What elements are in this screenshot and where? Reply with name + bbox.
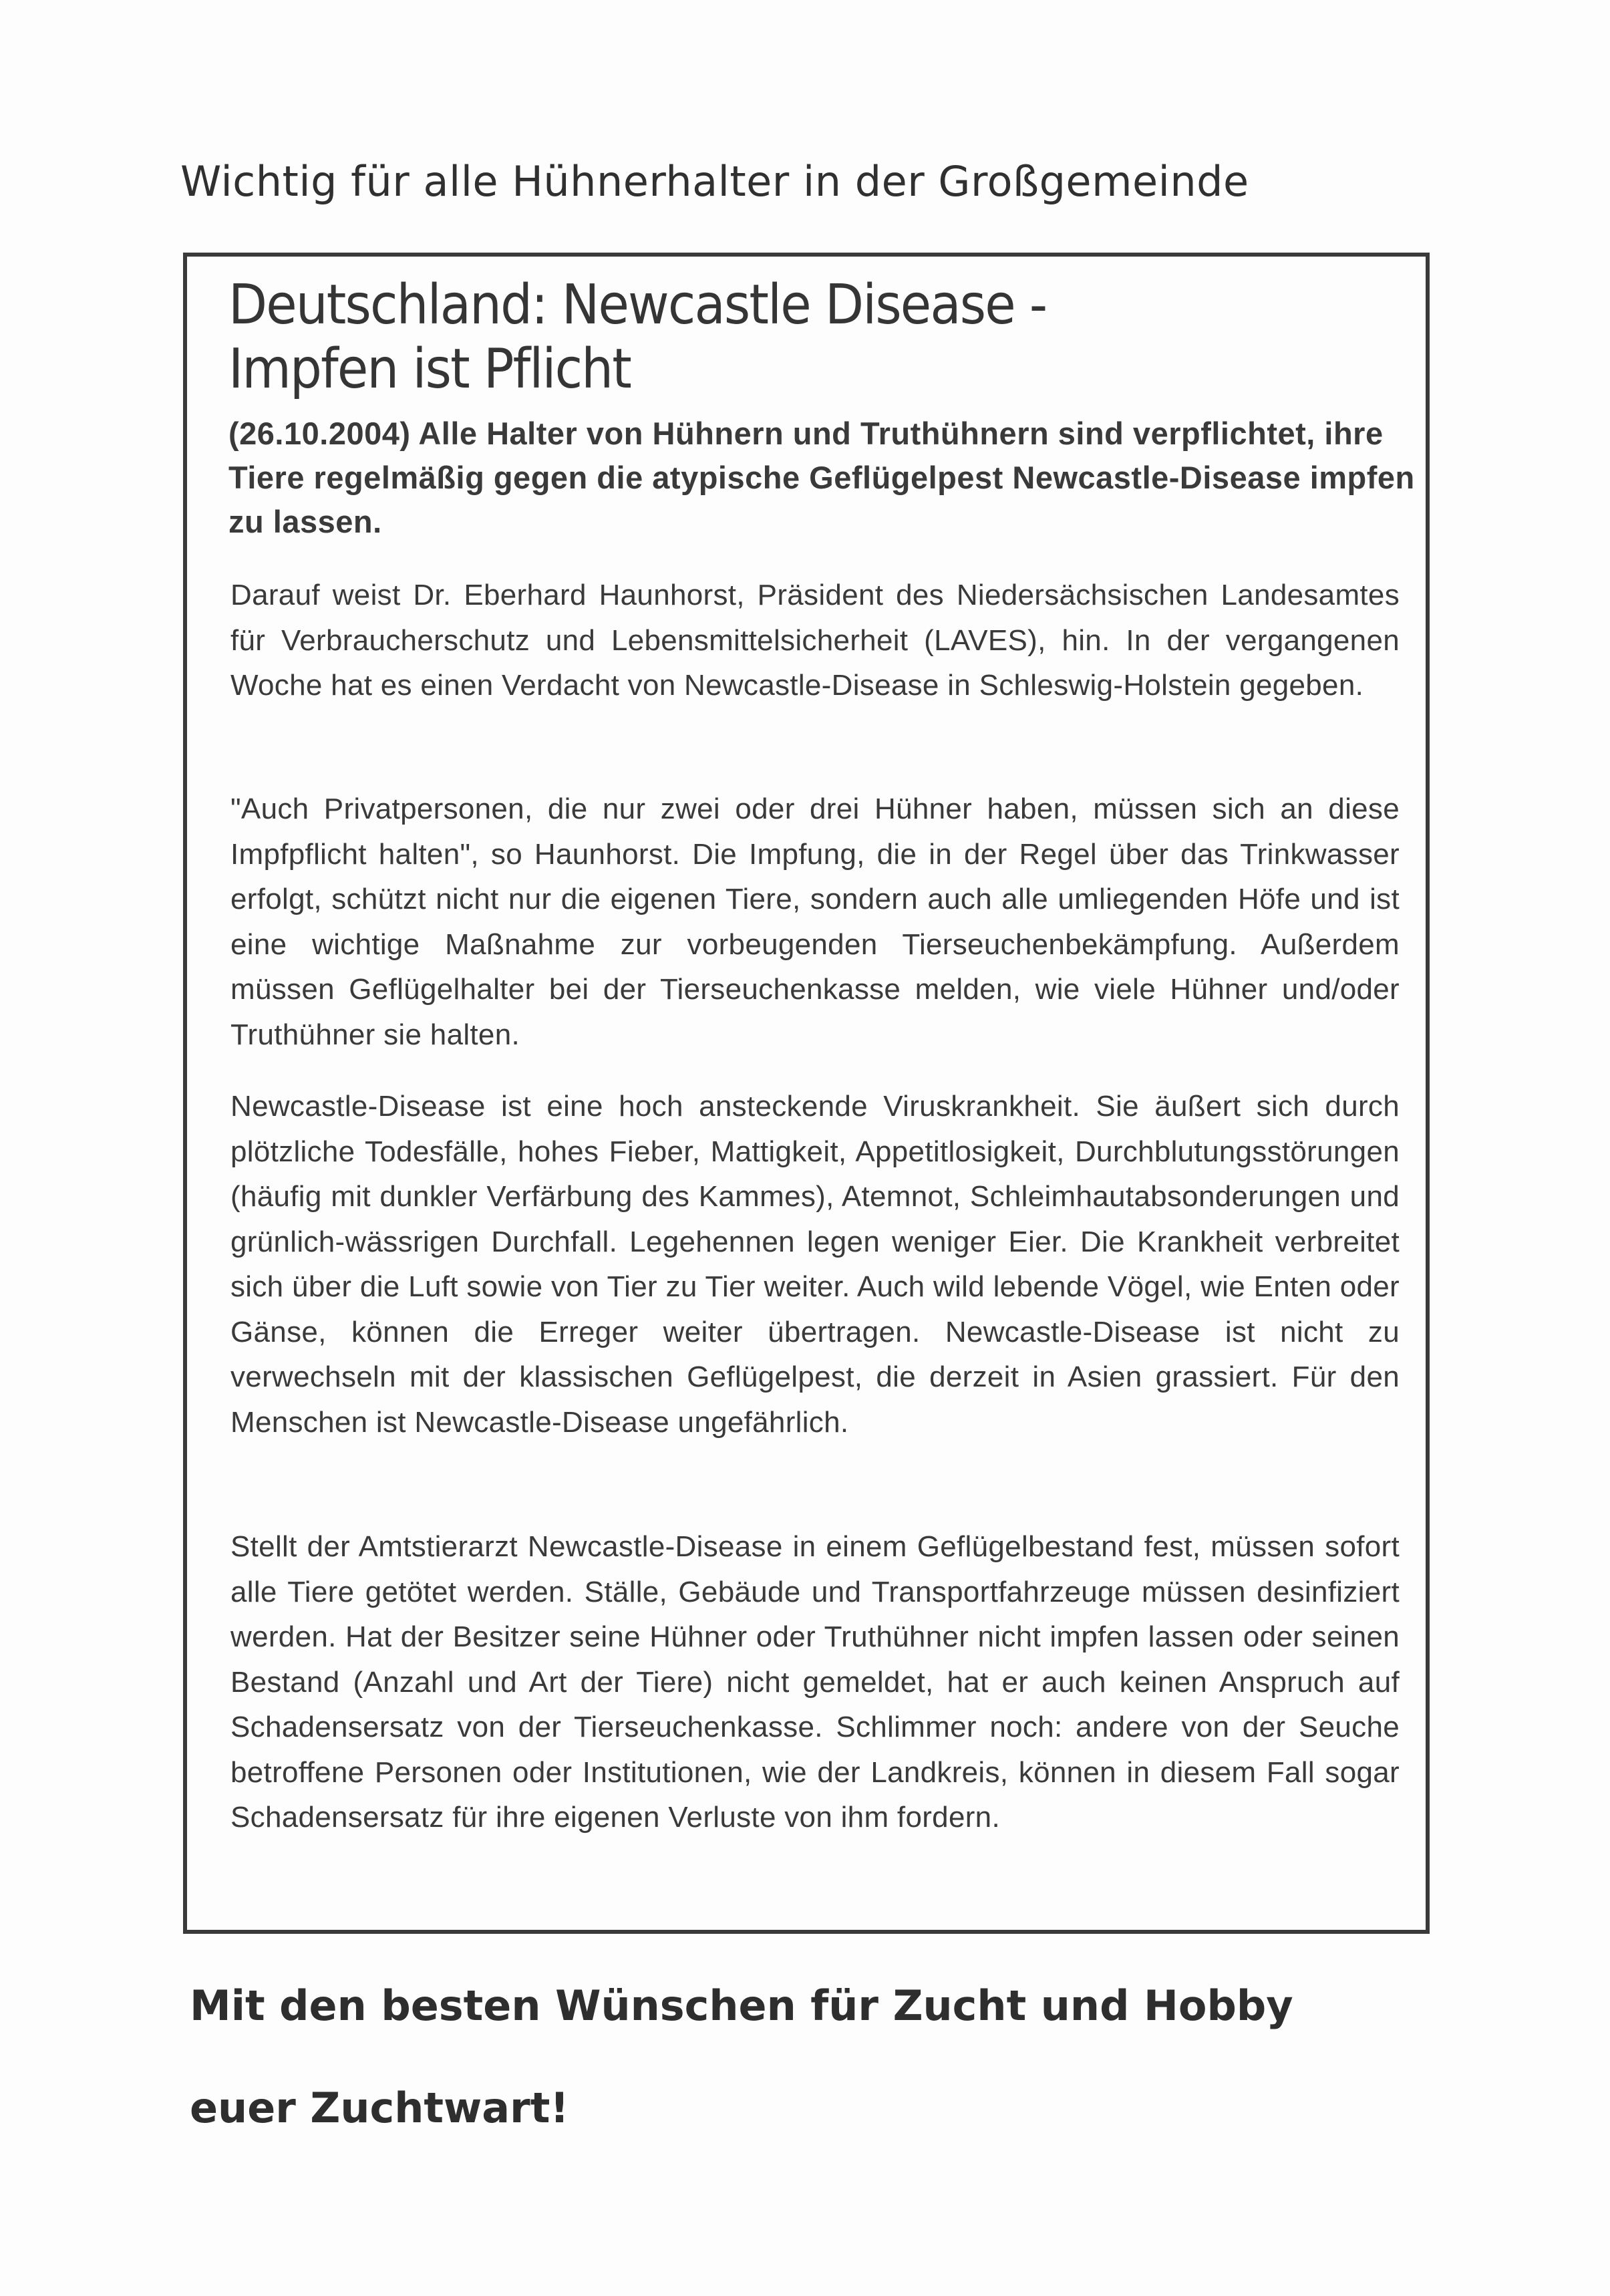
article-paragraph: Stellt der Amtstierarzt Newcastle-Disease in einem Geflügelbestand fest, müssen sofort alle Tiere getötet werden. Ställe, Gebäude und Transportfahrzeuge müssen desinfiziert werden. Hat der Besitzer seine Hühner oder Truthühner nicht impfen lassen oder seinen Bestand (Anzahl und Art der Tiere) nicht gemeldet, hat er auch keinen Anspruch auf Schadensersatz von der Tierseuchenkasse. Schlimmer noch: andere von der Seuche betroffene Personen oder Institutionen, wie der Landkreis, können in diesem Fall sogar Schadensersatz für ihre eigenen Verluste von ihm fordern. — [230, 1530, 1400, 1834]
article-lead: (26.10.2004) Alle Halter von Hühnern und Truthühnern sind verpflichtet, ihre Tiere regelmäßig gegen die atypische Geflügelpest Newcastle-Disease impfen zu lassen. — [228, 416, 1415, 539]
page-header: Wichtig für alle Hühnerhalter in der Großgemeinde — [180, 157, 1249, 206]
article-headline: Deutschland: Newcastle Disease - Impfen ist Pflicht — [228, 273, 1047, 401]
article-box — [183, 253, 1430, 1934]
article-paragraph: Newcastle-Disease ist eine hoch ansteckende Viruskrankheit. Sie äußert sich durch plötzliche Todesfälle, hohes Fieber, Mattigkeit, Appetitlosigkeit, Durchblutungsstörungen (häufig mit dunkler Verfärbung des Kammes), Atemnot, Schleimhautabsonderungen und grünlich-wässrigen Durchfall. Legehennen legen weniger Eier. Die Krankheit verbreitet sich über die Luft sowie von Tier zu Tier weiter. Auch wild lebende Vögel, wie Enten oder Gänse, können die Erreger weiter übertragen. Newcastle-Disease ist nicht zu verwechseln mit der klassischen Geflügelpest, die derzeit in Asien grassiert. Für den Menschen ist Newcastle-Disease ungefährlich. — [230, 1090, 1400, 1439]
article-paragraph: Darauf weist Dr. Eberhard Haunhorst, Präsident des Niedersächsischen Landesamtes für Verbraucherschutz und Lebensmittelsicherheit (LAVES), hin. In der vergangenen Woche hat es einen Verdacht von Newcastle-Disease in Schleswig-Holstein gegeben. — [230, 579, 1400, 702]
closing-signature: euer Zuchtwart! — [190, 2084, 569, 2132]
article-paragraph: "Auch Privatpersonen, die nur zwei oder drei Hühner haben, müssen sich an diese Impfpflicht halten", so Haunhorst. Die Impfung, die in der Regel über das Trinkwasser erfolgt, schützt nicht nur die eigenen Tiere, sondern auch alle umliegenden Höfe und ist eine wichtige Maßnahme zur vorbeugenden Tierseuchenbekämpfung. Außerdem müssen Geflügelhalter bei der Tierseuchenkasse melden, wie viele Hühner und/oder Truthühner sie halten. — [230, 793, 1400, 1051]
closing-greeting: Mit den besten Wünschen für Zucht und Hobby — [190, 1981, 1293, 2030]
